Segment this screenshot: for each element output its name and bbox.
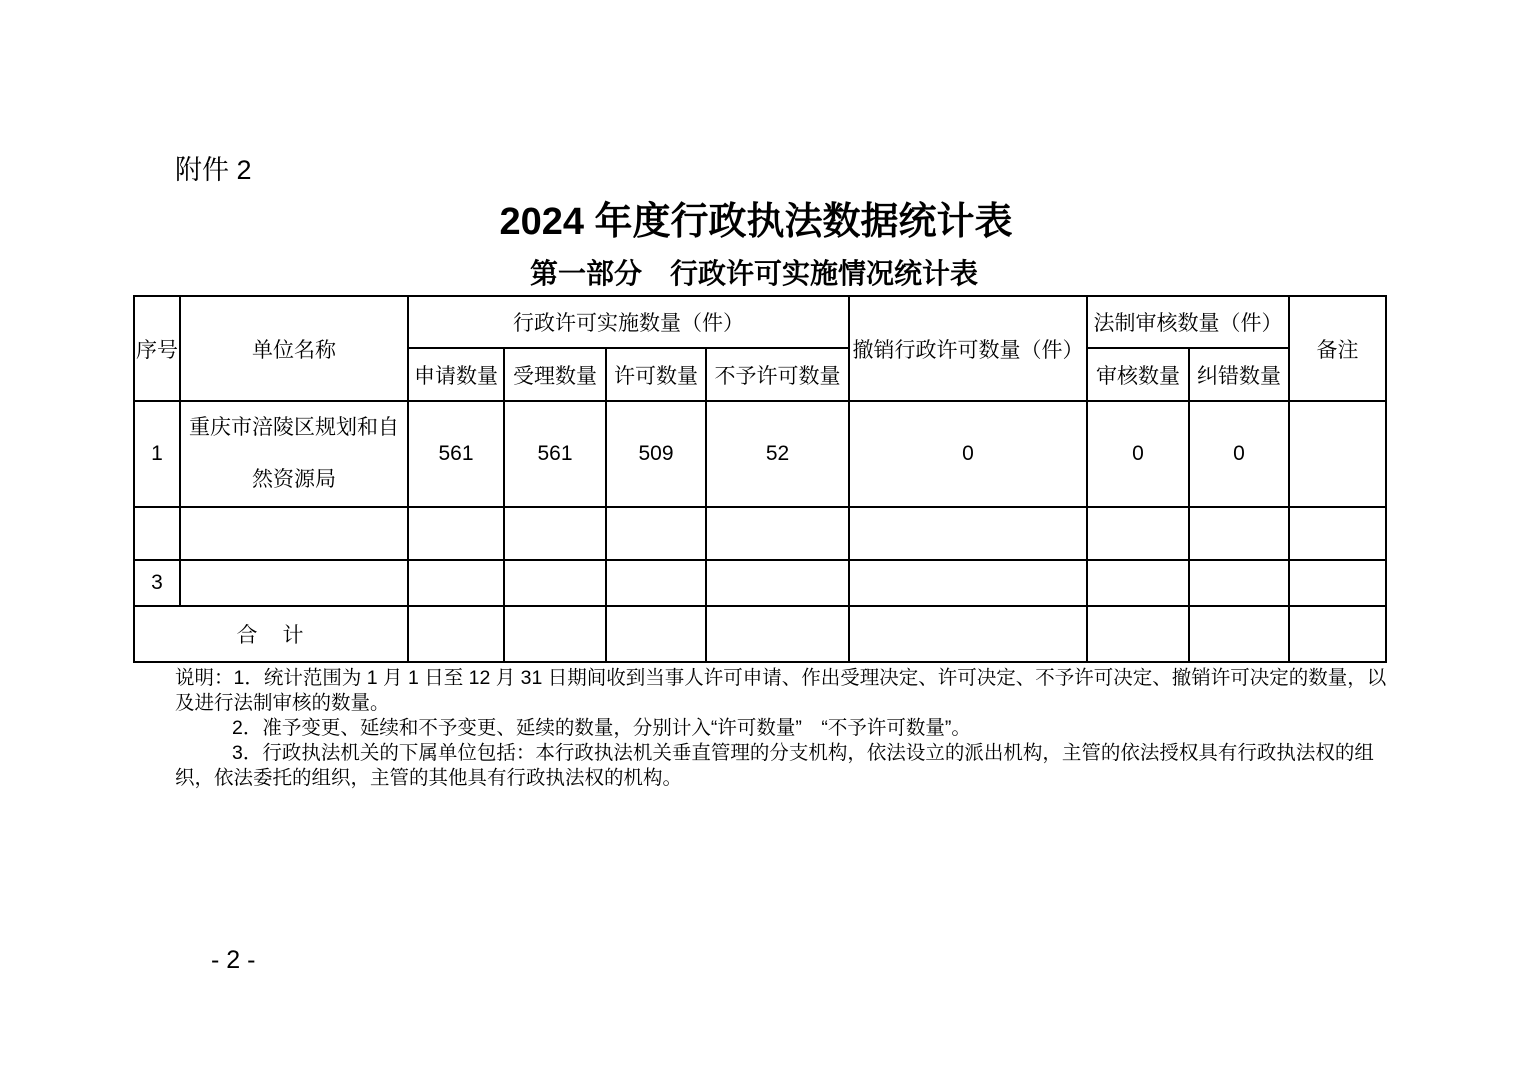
note-line: 2．准予变更、延续和不予变更、延续的数量，分别计入“许可数量” “不予许可数量”。 [232,717,971,739]
unit-name-line-1: 重庆市涪陵区规划和自 [189,416,399,439]
cell-deny [706,606,849,662]
cell-deny [706,560,849,606]
header-unit-name: 单位名称 [180,296,408,401]
table-row [134,560,1386,606]
cell-review: 0 [1087,401,1189,507]
cell-seq: 1 [134,401,180,507]
cell-remark [1289,560,1386,606]
header-row-1 [134,296,1386,348]
header-revoke: 撤销行政许可数量（件） [849,296,1087,401]
cell-seq [134,507,180,560]
cell-permit: 509 [606,401,706,507]
cell-revoke [849,560,1087,606]
cell-apply [408,507,504,560]
notes [175,666,1386,791]
cell-review [1087,507,1189,560]
cell-unit-name [180,507,408,560]
attachment-label: 附件 2 [175,155,252,185]
cell-remark [1289,401,1386,507]
header-license-group: 行政许可实施数量（件） [408,296,849,348]
table-row [134,507,1386,560]
cell-apply [408,560,504,606]
cell-correct [1189,560,1289,606]
cell-review [1087,606,1189,662]
cell-permit [606,507,706,560]
header-correct: 纠错数量 [1189,348,1289,401]
cell-accept [504,560,606,606]
cell-apply [408,606,504,662]
cell-remark [1289,606,1386,662]
note-line: 3．行政执法机关的下属单位包括：本行政执法机关垂直管理的分支机构，依法设立的派出机构，主管的依法授权具有行政执法权的组 [232,742,1374,764]
note-line: 织，依法委托的组织，主管的其他具有行政执法权的机构。 [175,767,683,789]
cell-unit-name [180,560,408,606]
cell-review [1087,560,1189,606]
cell-correct [1189,606,1289,662]
header-apply: 申请数量 [408,348,504,401]
statistics-table [133,295,1387,663]
cell-deny [706,507,849,560]
total-label: 合 计 [134,606,408,662]
header-accept: 受理数量 [504,348,606,401]
cell-revoke [849,507,1087,560]
header-review: 审核数量 [1087,348,1189,401]
cell-deny: 52 [706,401,849,507]
page-title: 2024 年度行政执法数据统计表 [499,201,1013,243]
page-number: - 2 - [211,946,256,974]
page-subtitle: 第一部分 行政许可实施情况统计表 [529,258,978,289]
header-remark: 备注 [1289,296,1386,401]
header-seq: 序号 [134,296,180,401]
cell-permit [606,606,706,662]
note-line: 及进行法制审核的数量。 [175,692,390,714]
cell-apply: 561 [408,401,504,507]
header-review-group: 法制审核数量（件） [1087,296,1289,348]
cell-permit [606,560,706,606]
cell-revoke: 0 [849,401,1087,507]
unit-name-line-2: 然资源局 [252,468,336,491]
header-permit: 许可数量 [606,348,706,401]
cell-accept: 561 [504,401,606,507]
cell-correct: 0 [1189,401,1289,507]
cell-seq: 3 [134,560,180,606]
cell-remark [1289,507,1386,560]
cell-accept [504,507,606,560]
cell-revoke [849,606,1087,662]
cell-unit-name [180,401,408,507]
table-row [134,401,1386,507]
cell-accept [504,606,606,662]
note-line: 说明：1．统计范围为 1 月 1 日至 12 月 31 日期间收到当事人许可申请、作出受理决定、许可决定、不予许可决定、撤销许可决定的数量，以 [175,667,1387,689]
header-deny: 不予许可数量 [706,348,849,401]
cell-correct [1189,507,1289,560]
total-row [134,606,1386,662]
